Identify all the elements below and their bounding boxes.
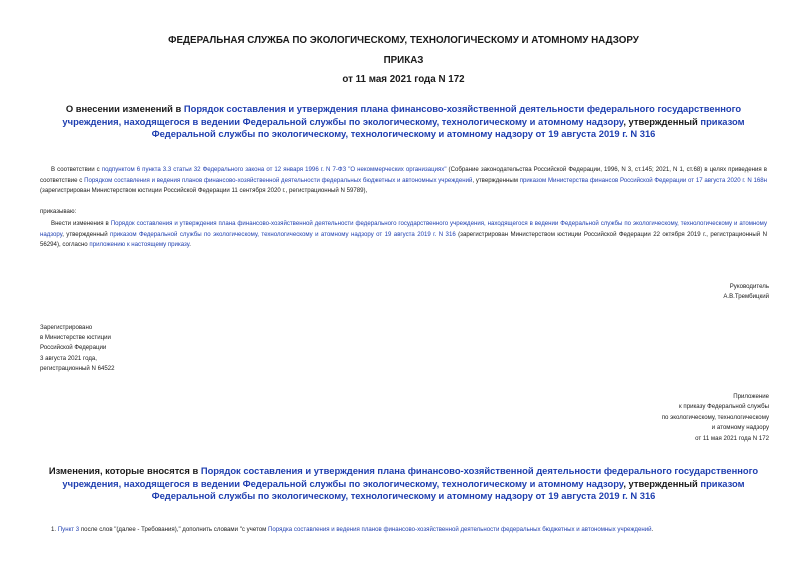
change-item-1 (40, 526, 767, 533)
doc-type: ПРИКАЗ (383, 55, 424, 66)
appendix-line: к приказу Федеральной службы (679, 403, 769, 411)
operative-paragraph (40, 219, 767, 251)
appendix-line: по экологическому, технологическому (661, 413, 769, 421)
preamble-text: , утвержденным (472, 176, 520, 184)
agency-name: ФЕДЕРАЛЬНАЯ СЛУЖБА ПО ЭКОЛОГИЧЕСКОМУ, ТЕХНОЛОГИЧЕСКОМУ И АТОМНОМУ НАДЗОРУ (168, 35, 639, 46)
registration-line: Российской Федерации (40, 344, 107, 352)
registration-line: Зарегистрировано (40, 324, 93, 331)
operative-link-appendix[interactable]: приложению к настоящему приказу (89, 241, 190, 249)
registration-line: регистрационный N 64522 (40, 364, 115, 372)
title-mid: , утвержденный (623, 115, 701, 127)
appendix-reference (662, 392, 769, 444)
preamble-paragraph (40, 165, 767, 197)
changes-title-prefix: Изменения, которые вносятся в (48, 465, 201, 476)
order-word: приказываю: (40, 208, 77, 215)
preamble-text: (зарегистрирован Министерством юстиции Российской Федерации 11 сентября 2020 г., регистрационный N 59789), (40, 187, 368, 195)
registration-block (40, 323, 115, 374)
appendix-line: и атомному надзору (711, 424, 769, 432)
registration-line: в Министерстве юстиции (40, 334, 111, 342)
operative-text: (зарегистрирован Министерством юстиции Российской Федерации 22 октября 2019 г., регистрационный N 56294), согласно (40, 230, 767, 249)
item-link-procedure[interactable]: Порядка составления и ведения планов финансово-хозяйственной деятельности федеральных бюджетных и автономных учреждений (268, 526, 652, 533)
item-link-point[interactable]: Пункт 3 (57, 526, 80, 533)
item-number: 1. (51, 526, 58, 533)
order-title (48, 103, 759, 141)
changes-title (48, 465, 759, 503)
changes-title-mid: , утвержденный (623, 477, 701, 489)
changes-title-link-order[interactable]: приказом Федеральной службы по экологическому, технологическому и атомному надзору от 19 августа 2019 г. N 316 (151, 477, 745, 502)
registration-line: 3 августа 2021 года, (40, 354, 97, 362)
title-prefix: О внесении изменений в (65, 103, 184, 114)
appendix-line: от 11 мая 2021 года N 172 (695, 434, 769, 442)
preamble-link-procedure[interactable]: Порядком составления и ведения планов финансово-хозяйственной деятельности федеральных бюджетных и автономных учреждений (84, 176, 473, 184)
preamble-link-law[interactable]: подпунктом 6 пункта 3.3 статьи 32 Федерального закона от 12 января 1996 г. N 7-ФЗ "О некоммерческих организациях" (101, 166, 447, 173)
signature-block (723, 282, 769, 302)
doc-date-number: от 11 мая 2021 года N 172 (342, 74, 465, 85)
operative-text: , утвержденный (62, 230, 111, 238)
title-link-order[interactable]: приказом Федеральной службы по экологическому, технологическому и атомному надзору от 19 августа 2019 г. N 316 (151, 115, 745, 140)
item-text: после слов "(далее - Требования)," дополнить словами "с учетом (79, 526, 268, 533)
operative-text: Внести изменения в (51, 220, 111, 227)
item-text: . (651, 526, 654, 533)
operative-text: . (189, 241, 191, 249)
signer-name: А.В.Трембицкий (723, 293, 769, 300)
preamble-text: (Собрание законодательства Российской Федерации, 1996, N 3, ст.145; 2021, N 1, ст.68) в целях приведения в соответствие с (40, 166, 767, 184)
preamble-link-minfin-order[interactable]: приказом Министерства финансов Российской Федерации от 17 августа 2020 г. N 168н (519, 176, 768, 184)
signer-position: Руководитель (729, 283, 769, 290)
preamble-text: В соответствии с (51, 166, 102, 173)
title-link-procedure[interactable]: Порядок составления и утверждения плана финансово-хозяйственной деятельности федерального государственного учреждения, находящегося в ведении Федеральной службы по экологическому, технологическому и атомному надзору (62, 103, 742, 127)
operative-link-procedure[interactable]: Порядок составления и утверждения плана финансово-хозяйственной деятельности федерального государственного учреждения, находящегося в ведении Федеральной службы по экологическому, технологическому и атомному надзору (40, 220, 767, 238)
operative-link-order[interactable]: приказом Федеральной службы по экологическому, технологическому и атомному надзору от 19 августа 2019 г. N 316 (110, 230, 456, 238)
appendix-line: Приложение (733, 393, 769, 400)
changes-title-link-procedure[interactable]: Порядок составления и утверждения плана финансово-хозяйственной деятельности федерального государственного учреждения, находящегося в ведении Федеральной службы по экологическому, технологическому и атомному надзору (62, 465, 759, 489)
